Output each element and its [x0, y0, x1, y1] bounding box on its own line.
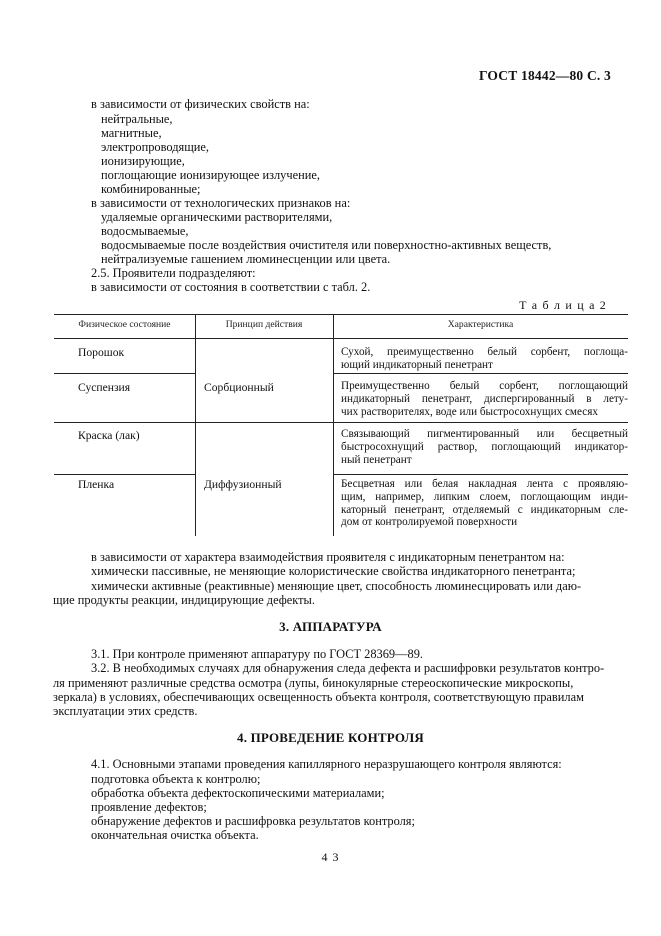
section-heading: 4. ПРОВЕДЕНИЕ КОНТРОЛЯ — [237, 730, 424, 745]
text-line: 2.5. Проявители подразделяют: — [91, 266, 256, 280]
list-item: обнаружение дефектов и расшифровка результатов контроля; — [91, 814, 415, 828]
cell-line: ющий индикаторный пенетрант — [341, 358, 493, 371]
text-line: в зависимости от технологических признаков на: — [91, 196, 351, 210]
list-item: удаляемые органическими растворителями, — [101, 210, 333, 224]
text-line: 4.1. Основными этапами проведения капиллярного неразрушающего контроля являются: — [91, 757, 562, 771]
list-item: водосмываемые после воздействия очистителя или поверхностно-активных веществ, — [101, 238, 552, 252]
text-line: в зависимости от характера взаимодействия проявителя с индикаторным пенетрантом на: — [91, 550, 565, 564]
table-cell-state: Пленка — [78, 478, 115, 491]
column-header-characteristic: Характеристика — [447, 319, 514, 330]
cell-line: каторный пенетрант, отделяемый с индикаторным сле- — [341, 503, 628, 516]
page-number: 4 3 — [321, 850, 340, 864]
table-row-rule — [54, 422, 628, 423]
text-line: 3.2. В необходимых случаях для обнаружения следа дефекта и расшифровки результатов контро- — [91, 661, 605, 675]
table-cell-characteristic — [341, 478, 628, 529]
text-line: химически активные (реактивные) меняющие цвет, способность люминесцировать или даю- — [91, 579, 582, 593]
table-row-rule — [333, 474, 628, 475]
cell-line: щим, например, липким слоем, поглощающим инди- — [341, 490, 628, 503]
cell-line: Сухой, преимущественно белый сорбент, поглоща- — [341, 346, 628, 358]
table-cell-state: Краска (лак) — [78, 429, 140, 442]
list-item: водосмываемые, — [101, 224, 189, 238]
page-header: ГОСТ 18442—80 С. 3 — [478, 68, 611, 83]
text-line: химически пассивные, не меняющие колористические свойства индикаторного пенетранта; — [91, 564, 576, 578]
cell-line: индикаторный пенетрант, диспергированный в лету- — [341, 392, 628, 405]
text-line: в зависимости от физических свойств на: — [91, 97, 310, 111]
list-item: проявление дефектов; — [91, 800, 207, 814]
table-cell-characteristic — [341, 380, 628, 418]
text-line: зеркала) в условиях, обеспечивающих освещенность объекта контроля, соответствующую правилам — [53, 690, 584, 704]
table-top-rule — [54, 314, 628, 315]
list-item: поглощающие ионизирующее излучение, — [101, 168, 320, 182]
list-item: нейтрализуемые гашением люминесценции или цвета. — [101, 252, 391, 266]
text-line: 3.1. При контроле применяют аппаратуру по ГОСТ 28369—89. — [91, 647, 423, 661]
cell-line: Бесцветная или белая накладная лента с проявляю- — [341, 478, 628, 490]
cell-line: Преимущественно белый сорбент, поглощающий — [341, 380, 628, 392]
text-line: эксплуатации этих средств. — [53, 704, 198, 718]
table-cell-characteristic — [341, 346, 628, 372]
column-header-principle: Принцип действия — [225, 319, 303, 330]
table-cell-state: Порошок — [78, 346, 125, 359]
table-cell-principle: Сорбционный — [204, 381, 274, 394]
table-caption: Т а б л и ц а 2 — [519, 298, 607, 312]
text-line: в зависимости от состояния в соответствии с табл. 2. — [91, 280, 371, 294]
cell-line: Связывающий пигментированный или бесцветный — [341, 428, 628, 440]
list-item: обработка объекта дефектоскопическими материалами; — [91, 786, 385, 800]
list-item: магнитные, — [101, 126, 162, 140]
cell-line: ный пенетрант — [341, 453, 412, 466]
table-cell-principle: Диффузионный — [204, 478, 282, 491]
list-item: электропроводящие, — [101, 140, 209, 154]
table-cell-characteristic — [341, 428, 628, 466]
table-column-rule — [195, 314, 196, 536]
column-header-state: Физическое состояние — [78, 319, 171, 330]
list-item: окончательная очистка объекта. — [91, 828, 259, 842]
cell-line: быстросохнущий раствор, поглощающий индикатор- — [341, 440, 628, 453]
list-item: нейтральные, — [101, 112, 173, 126]
list-item: подготовка объекта к контролю; — [91, 772, 261, 786]
table-column-rule — [333, 314, 334, 536]
text-line: щие продукты реакции, индицирующие дефекты. — [53, 593, 315, 607]
table-cell-state: Суспензия — [78, 381, 131, 394]
section-heading: 3. АППАРАТУРА — [279, 619, 382, 634]
cell-line: дом от контролируемой поверхности — [341, 516, 518, 529]
table-row-rule — [54, 373, 195, 374]
cell-line: чих растворителях, воде или быстросохнущих смесях — [341, 405, 598, 418]
table-row-rule — [54, 474, 195, 475]
table-row-rule — [333, 373, 628, 374]
table-header-rule — [54, 338, 628, 339]
text-line: ля применяют различные средства осмотра (лупы, бинокулярные стереоскопические микроскопы, — [53, 676, 574, 690]
list-item: комбинированные; — [101, 182, 201, 196]
list-item: ионизирующие, — [101, 154, 185, 168]
